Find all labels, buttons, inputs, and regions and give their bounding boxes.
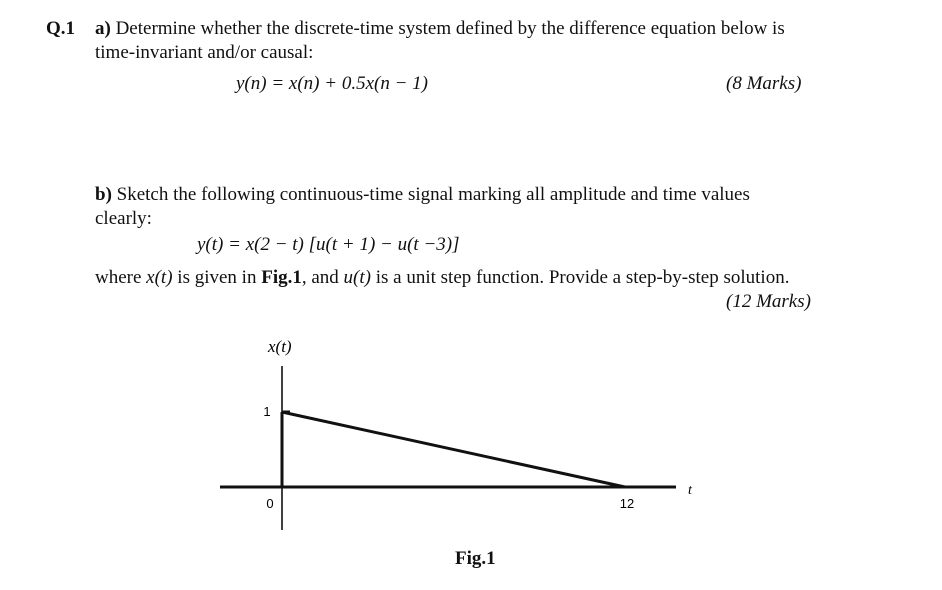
part-a-equation: y(n) = x(n) + 0.5x(n − 1) — [236, 73, 428, 94]
part-b-equation: y(t) = x(2 − t) [u(t + 1) − u(t −3)] — [197, 234, 460, 255]
signal-group — [282, 412, 625, 487]
where-pre: where — [95, 267, 147, 288]
part-a-text1: Determine whether the discrete-time system defined by the difference equation below is — [115, 18, 785, 39]
where-mid1: is given in — [172, 267, 262, 288]
signal-segment — [282, 412, 625, 487]
tick-label-y-1: 1 — [263, 404, 271, 419]
where-mid2: , and — [301, 267, 344, 288]
y-axis-label: x(t) — [268, 337, 292, 356]
figure-caption: Fig.1 — [455, 548, 496, 569]
question-number: Q.1 — [46, 18, 76, 39]
where-post: is a unit step function. Provide a step-by-step solution. — [370, 267, 790, 288]
where-ut: u(t) — [343, 267, 371, 288]
part-b-text1: Sketch the following continuous-time signal marking all amplitude and time values — [116, 184, 750, 205]
part-b-label: b) — [95, 184, 112, 205]
part-a-label: a) — [95, 18, 111, 39]
where-fig-ref: Fig.1 — [261, 267, 302, 288]
part-b-line2: clearly: — [95, 208, 152, 229]
tick-label-x-12: 12 — [619, 496, 635, 511]
part-b-marks: (12 Marks) — [726, 291, 811, 312]
part-a-marks: (8 Marks) — [726, 73, 802, 94]
x-axis-label: t — [688, 483, 692, 498]
part-a-line2: time-invariant and/or causal: — [95, 42, 314, 63]
where-xt: x(t) — [146, 267, 173, 288]
tick-label-x-0: 0 — [266, 496, 274, 511]
